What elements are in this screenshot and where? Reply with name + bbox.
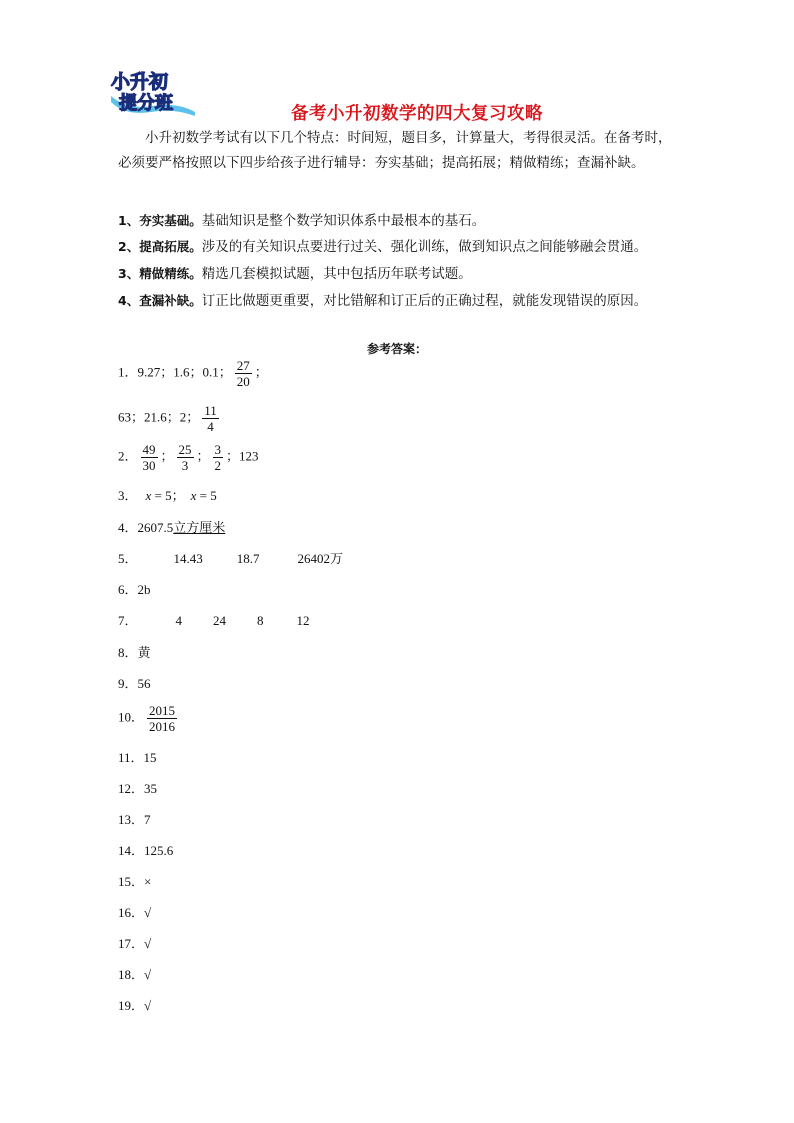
answer-5 (118, 550, 343, 569)
svg-text:小升初: 小升初 (111, 71, 169, 93)
point-body: 精选几套模拟试题，其中包括历年联考试题。 (201, 266, 472, 281)
numerator: 49 (142, 442, 156, 457)
answer-11: 11．15 (118, 750, 157, 765)
answer-value: 18.7 (236, 551, 260, 566)
point-heading: 夯实基础。 (139, 213, 202, 228)
answer-value: 24 (213, 613, 227, 628)
numerator: 11 (204, 403, 217, 418)
variable-x: x (145, 488, 152, 503)
answer-text: = 5 (196, 488, 217, 503)
answer-label: 8． (118, 645, 138, 660)
point-body: 基础知识是整个数学知识体系中最根本的基石。 (201, 213, 486, 228)
point-heading: 精做精练。 (139, 266, 202, 281)
answer-12: 12．35 (118, 781, 158, 796)
unit-label: 立方厘米 (173, 521, 226, 536)
answer-text: = 5； (151, 488, 185, 503)
point-number: 3、 (118, 266, 140, 281)
answer-7 (118, 612, 310, 630)
answers-heading: 参考答案： (366, 342, 427, 356)
separator: ； (160, 448, 174, 464)
denominator: 4 (207, 419, 214, 434)
fraction (147, 703, 177, 734)
numerator: 3 (214, 442, 222, 457)
answer-text: 4．2607.5 (118, 520, 174, 535)
denominator: 3 (181, 458, 189, 473)
point-body: 订正比做题更重要，对比错解和订正后的正确过程，就能发现错误的原因。 (201, 293, 648, 308)
intro-paragraph (118, 125, 678, 175)
page-title: 备考小升初数学的四大复习攻略 (291, 104, 543, 124)
answer-value: 14.43 (173, 551, 203, 566)
denominator: 30 (142, 458, 156, 473)
denominator: 20 (236, 374, 250, 389)
answer-1-line-2 (118, 403, 222, 434)
answer-9: 9．56 (118, 676, 151, 691)
answer-19: 19．√ (118, 998, 152, 1013)
answer-6: 6．2b (118, 582, 151, 597)
answer-label: 2． (118, 448, 138, 464)
answer-16: 16．√ (118, 905, 152, 920)
answer-label: 1． (118, 364, 138, 380)
point-number: 1、 (118, 213, 140, 228)
point-heading: 提高拓展。 (139, 239, 202, 254)
point-number: 2、 (118, 239, 140, 254)
point-number: 4、 (118, 293, 140, 308)
denominator: 2016 (149, 719, 176, 734)
answer-label: 3． (118, 488, 138, 503)
answer-text: ； (254, 364, 268, 380)
svg-text:提分班: 提分班 (119, 93, 173, 114)
answer-label: 7． (118, 613, 138, 628)
answer-14: 14．125.6 (118, 843, 174, 858)
answer-text: 63；21.6；2； (118, 409, 200, 425)
numerator: 2015 (149, 703, 176, 718)
answer-2 (118, 442, 259, 473)
strategy-point-1 (118, 211, 688, 231)
answer-value: 黄 (137, 646, 151, 661)
answer-18: 18．√ (118, 967, 152, 982)
answer-value: 4 (175, 613, 183, 628)
answer-label: 5． (118, 551, 138, 566)
fraction (213, 442, 224, 473)
answer-1-line-1 (118, 358, 268, 389)
fraction (202, 403, 219, 434)
answer-8 (118, 644, 151, 663)
answer-17: 17．√ (118, 936, 152, 951)
denominator: 2 (214, 458, 222, 473)
separator: ； (196, 448, 210, 464)
strategy-point-2 (118, 237, 688, 257)
numerator: 27 (236, 358, 250, 373)
fraction (235, 358, 252, 389)
point-heading: 查漏补缺。 (139, 293, 202, 308)
answer-label: 10． (118, 709, 145, 725)
answer-15: 15．× (118, 874, 152, 889)
answer-text: 9.27；1.6；0.1； (137, 364, 232, 380)
answer-4 (118, 519, 225, 538)
point-body: 涉及的有关知识点要进行过关、强化训练，做到知识点之间能够融会贯通。 (201, 239, 648, 254)
strategy-point-3 (118, 264, 688, 284)
answer-value: 26402 (297, 551, 331, 566)
answer-10 (118, 703, 180, 734)
numerator: 25 (178, 442, 192, 457)
answer-value: 8 (257, 613, 264, 628)
fraction (177, 442, 194, 473)
answer-value: 12 (296, 613, 310, 628)
fraction (141, 442, 158, 473)
unit-label: 万 (330, 552, 344, 567)
variable-x: x (190, 488, 197, 503)
answer-text: ；123 (226, 448, 259, 464)
strategy-point-4 (118, 291, 688, 311)
answer-13: 13．7 (118, 812, 151, 827)
answer-3 (118, 487, 217, 505)
intro-text: 小升初数学考试有以下几个特点：时间短，题目多，计算量大，考得很灵活。在备考时，必须要严格按照以下四步给孩子进行辅导：夯实基础；提高拓展；精做精练；查漏补缺。 (118, 130, 672, 170)
